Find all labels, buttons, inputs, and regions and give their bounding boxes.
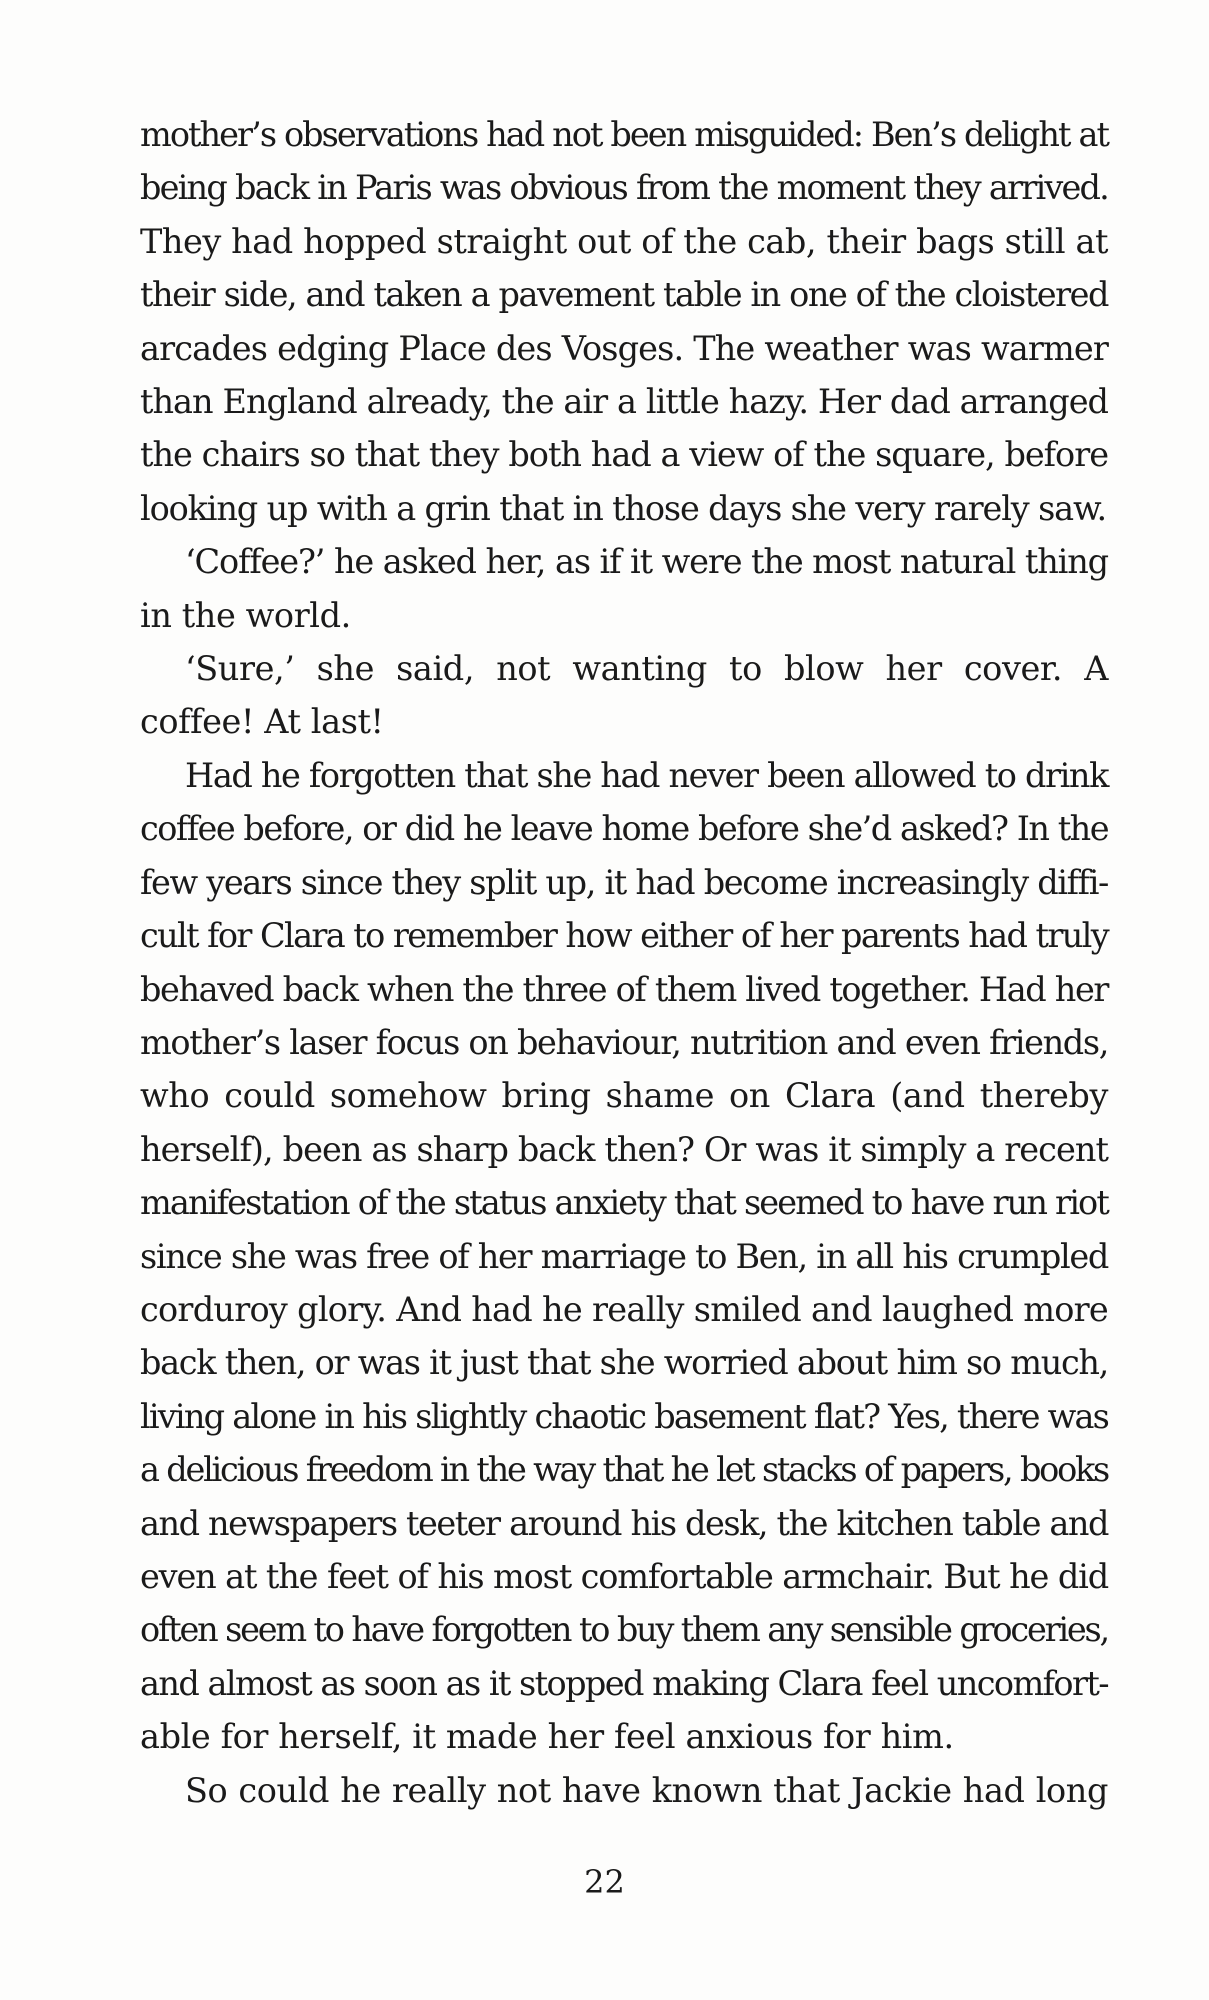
text-line: in the world. bbox=[140, 595, 351, 635]
text-line: Had he forgotten that she had never been allowed to drink bbox=[185, 755, 1108, 795]
text-line: coffee! At last! bbox=[140, 702, 384, 742]
text-line: often seem to have forgotten to buy them any sensible groceries, bbox=[140, 1610, 1108, 1650]
text-line: So could he really not have known that Jackie had long bbox=[185, 1770, 1108, 1810]
text-line: able for herself, it made her feel anxious for him. bbox=[140, 1717, 954, 1757]
text-line: back then, or was it just that she worried about him so much, bbox=[140, 1343, 1108, 1383]
text-line: living alone in his slightly chaotic basement flat? Yes, there was bbox=[140, 1396, 1108, 1436]
text-line: looking up with a grin that in those days she very rarely saw. bbox=[140, 488, 1107, 528]
text-line: being back in Paris was obvious from the moment they arrived. bbox=[140, 168, 1108, 208]
text-line: a delicious freedom in the way that he let stacks of papers, books bbox=[140, 1450, 1108, 1490]
text-line: since she was free of her marriage to Ben, in all his crumpled bbox=[140, 1236, 1108, 1276]
text-line: ‘Coffee?’ he asked her, as if it were the most natural thing bbox=[185, 542, 1108, 582]
text-line: arcades edging Place des Vosges. The weather was warmer bbox=[140, 328, 1108, 368]
text-line: few years since they split up, it had become increasingly diffi- bbox=[140, 862, 1108, 902]
body-text bbox=[140, 108, 1108, 1817]
text-line: the chairs so that they both had a view of the square, before bbox=[140, 435, 1108, 475]
text-line: They had hopped straight out of the cab, their bags still at bbox=[140, 221, 1108, 261]
text-line: mother’s laser focus on behaviour, nutrition and even friends, bbox=[140, 1022, 1108, 1062]
page-number: 22 bbox=[584, 1863, 625, 1901]
text-line: coffee before, or did he leave home before she’d asked? In the bbox=[140, 809, 1108, 849]
text-line: and almost as soon as it stopped making Clara feel uncomfort- bbox=[140, 1663, 1108, 1703]
text-line: herself), been as sharp back then? Or was it simply a recent bbox=[140, 1129, 1108, 1169]
text-line: even at the feet of his most comfortable armchair. But he did bbox=[140, 1556, 1108, 1596]
text-line: corduroy glory. And had he really smiled and laughed more bbox=[140, 1289, 1108, 1329]
text-line: mother’s observations had not been misguided: Ben’s delight at bbox=[140, 115, 1108, 154]
text-line: who could somehow bring shame on Clara (and thereby bbox=[140, 1076, 1108, 1116]
text-line: manifestation of the status anxiety that seemed to have run riot bbox=[140, 1183, 1108, 1223]
text-line: their side, and taken a pavement table in one of the cloistered bbox=[140, 275, 1108, 315]
text-line: behaved back when the three of them lived together. Had her bbox=[140, 969, 1108, 1009]
text-line: and newspapers teeter around his desk, the kitchen table and bbox=[140, 1503, 1108, 1543]
text-line: ‘Sure,’ she said, not wanting to blow her cover. A bbox=[185, 649, 1108, 689]
text-line: than England already, the air a little hazy. Her dad arranged bbox=[140, 382, 1108, 422]
text-line: cult for Clara to remember how either of her parents had truly bbox=[140, 916, 1108, 956]
